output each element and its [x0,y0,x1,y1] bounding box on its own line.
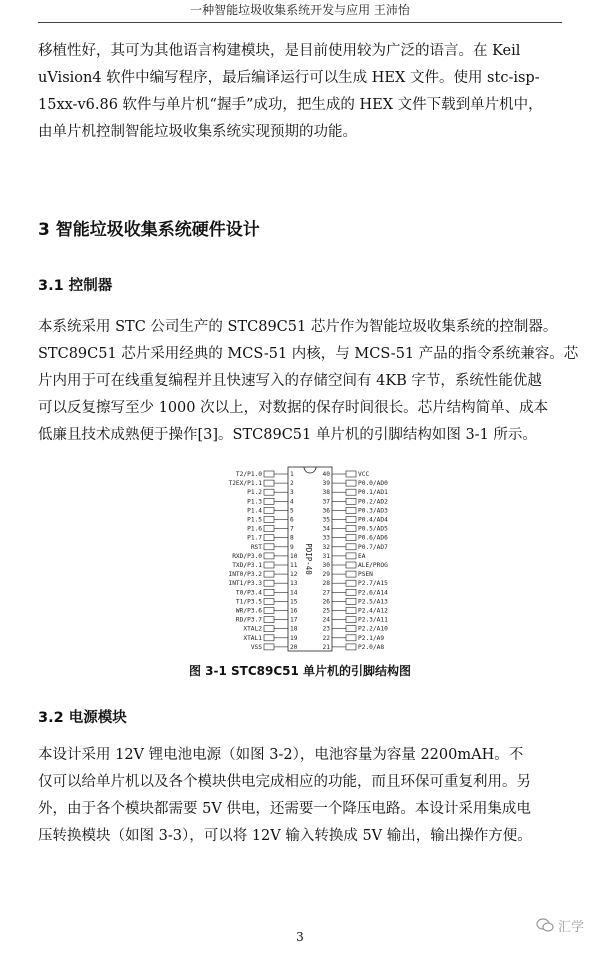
pin-pad [346,598,356,604]
pin-number-label: 29 [322,571,330,579]
pin-pad [264,489,274,495]
pin-number-label: 19 [290,634,298,642]
pin-number-label: 10 [290,552,298,560]
pin-name-label: P1.4 [247,507,262,515]
pin-name-label: XTAL1 [243,634,262,642]
pin-number-label: 16 [290,607,298,615]
pin-pad [346,517,356,523]
pin-name-label: T0/P3.4 [235,589,262,597]
pin-pad [264,589,274,595]
pin-number-label: 24 [322,616,330,624]
text-line: 移植性好，其可为其他语言构建模块，是目前使用较为广泛的语言。在 Keil [38,43,521,59]
pin-pad [264,644,274,650]
pin-name-label: P0.7/AD7 [358,543,388,551]
pin-number-label: 36 [322,507,330,515]
pin-name-label: P0.6/AD6 [358,534,388,542]
running-header [38,0,562,23]
watermark-text: 汇学 [557,919,584,935]
figure-caption: 图 3-1 STC89C51 单片机的引脚结构图 [188,664,412,678]
pin-pad [264,526,274,532]
pin-number-label: 18 [290,625,298,633]
chip-package-label: PDIP-40 [304,543,313,575]
power-paragraph [38,742,568,850]
section-3-2-heading: 3.2 电源模块 [38,710,127,726]
pin-name-label: P0.0/AD0 [358,480,388,488]
pin-number-label: 32 [322,543,330,551]
pin-name-label: P0.5/AD5 [358,525,388,533]
pin-pad [346,617,356,623]
controller-paragraph [38,314,579,449]
pin-pad [264,517,274,523]
pin-name-label: T2/P1.0 [235,471,262,478]
pin-pad [346,471,356,477]
pin-name-label: P2.0/A8 [358,643,385,651]
pin-pad [264,553,274,559]
pin-name-label: P0.4/AD4 [358,516,388,524]
pin-pad [346,644,356,650]
pin-name-label: EA [358,552,366,560]
pin-number-label: 27 [322,589,330,597]
pin-name-label: WR/P3.6 [235,607,262,615]
pin-pad [264,471,274,477]
pin-number-label: 6 [290,516,294,524]
pin-name-label: XTAL2 [243,625,262,633]
section-3-1-heading: 3.1 控制器 [38,278,113,294]
pin-number-label: 37 [322,498,330,506]
pin-number-label: 7 [290,525,294,533]
text-line: 由单片机控制智能垃圾收集系统实现预期的功能。 [38,124,357,140]
pin-number-label: 9 [290,543,294,551]
pin-number-label: 12 [290,571,298,579]
pin-number-label: 30 [322,562,330,569]
pin-name-label: RST [250,543,262,551]
pin-number-label: 13 [290,580,298,588]
pin-number-label: 1 [290,471,294,478]
text-line: 低廉且技术成熟便于操作[3]。STC89C51 单片机的引脚结构如图 3-1 所示。 [38,427,537,443]
pin-number-label: 20 [290,643,298,651]
pin-number-label: 40 [322,471,330,478]
pin-pad [346,489,356,495]
pin-number-label: 5 [290,507,294,515]
pin-number-label: 8 [290,534,294,542]
pin-number-label: 17 [290,616,298,624]
pin-number-label: 23 [322,625,330,633]
pin-pad [346,498,356,504]
pin-pad [346,562,356,568]
pin-pad [346,535,356,541]
pin-number-label: 35 [322,516,330,524]
pin-pad [264,480,274,486]
pin-pad [264,571,274,577]
pin-name-label: TXD/P3.1 [232,562,262,569]
pin-pad [264,626,274,632]
pin-name-label: P1.5 [247,516,262,524]
text-line: 外，由于各个模块都需要 5V 供电，还需要一个降压电路。本设计采用集成电 [38,801,531,817]
pin-number-label: 39 [322,480,330,488]
pin-name-label: VCC [358,471,370,478]
pin-name-label: T1/P3.5 [235,598,262,606]
pin-pad [264,608,274,614]
pin-name-label: P1.7 [247,534,262,542]
pin-number-label: 11 [290,562,298,569]
pin-pad [346,553,356,559]
pin-number-label: 15 [290,598,298,606]
pin-name-label: P2.1/A9 [358,634,385,642]
pinout-diagram [210,464,410,656]
text-line: 本系统采用 STC 公司生产的 STC89C51 芯片作为智能垃圾收集系统的控制器。 [38,319,558,335]
pin-name-label: PSEN [358,571,373,579]
pin-name-label: P0.1/AD1 [358,489,388,497]
pin-number-label: 33 [322,534,330,542]
section-3-heading: 3 智能垃圾收集系统硬件设计 [38,220,260,240]
pin-number-label: 34 [322,525,330,533]
pin-name-label: P1.2 [247,489,262,497]
pin-pad [264,598,274,604]
chip-notch [304,467,316,473]
page-number: 3 [296,930,304,944]
pin-name-label: P2.7/A15 [358,580,388,588]
pin-number-label: 3 [290,489,294,497]
pin-pad [264,617,274,623]
pin-number-label: 31 [322,552,330,560]
pin-pad [346,480,356,486]
pin-pad [264,498,274,504]
pin-name-label: P1.6 [247,525,262,533]
pin-pad [346,571,356,577]
pin-pad [264,580,274,586]
pin-name-label: INT0/P3.2 [228,571,262,579]
pin-pad [346,544,356,550]
pin-number-label: 25 [322,607,330,615]
pin-pad [264,535,274,541]
text-line: 片内用于可在线重复编程并且快速写入的存储空间有 4KB 字节，系统性能优越 [38,373,542,389]
pin-number-label: 28 [322,580,330,588]
pin-name-label: RD/P3.7 [235,616,262,624]
pin-pad [346,507,356,513]
pin-name-label: INT1/P3.3 [228,580,262,588]
pin-name-label: ALE/PROG [358,562,388,569]
pin-pad [264,635,274,641]
text-line: 可以反复擦写至少 1000 次以上，对数据的保存时间很长。芯片结构简单、成本 [38,400,549,416]
pin-name-label: P0.3/AD3 [358,507,388,515]
pin-pad [346,580,356,586]
pin-pad [346,589,356,595]
text-line: uVision4 软件中编写程序，最后编译运行可以生成 HEX 文件。使用 stc-isp- [38,70,540,86]
pin-pad [264,562,274,568]
text-line: STC89C51 芯片采用经典的 MCS-51 内核，与 MCS-51 产品的指令系统兼容。芯 [38,346,579,362]
pin-name-label: P1.3 [247,498,262,506]
pin-name-label: P2.5/A13 [358,598,388,606]
pin-pad [264,544,274,550]
pin-pad [346,608,356,614]
pin-pad [346,626,356,632]
pin-number-label: 14 [290,589,298,597]
pin-name-label: RXD/P3.0 [232,552,262,560]
pin-number-label: 26 [322,598,330,606]
pin-pad [346,526,356,532]
pin-number-label: 22 [322,634,330,642]
pin-name-label: VSS [250,643,262,651]
pin-pad [346,635,356,641]
pin-name-label: T2EX/P1.1 [228,480,262,488]
pin-name-label: P2.6/A14 [358,589,388,597]
header-title: 一种智能垃圾收集系统开发与应用 王沛怡 [190,3,410,17]
pin-name-label: P2.3/A11 [358,616,388,624]
pin-name-label: P0.2/AD2 [358,498,388,506]
text-line: 15xx-v6.86 软件与单片机“握手”成功，把生成的 HEX 文件下载到单片机中， [38,97,543,113]
intro-paragraph [38,38,568,146]
pin-number-label: 2 [290,480,294,488]
pin-number-label: 21 [322,643,330,651]
pin-name-label: P2.2/A10 [358,625,388,633]
text-line: 仅可以给单片机以及各个模块供电完成相应的功能，而且环保可重复利用。另 [38,774,531,790]
pinout-figure [210,464,410,656]
text-line: 本设计采用 12V 锂电池电源（如图 3-2），电池容量为容量 2200mAH。不 [38,747,524,763]
pin-name-label: P2.4/A12 [358,607,388,615]
text-line: 压转换模块（如图 3-3），可以将 12V 输入转换成 5V 输出，输出操作方便。 [38,828,532,844]
pin-number-label: 38 [322,489,330,497]
pin-number-label: 4 [290,498,294,506]
pin-pad [264,507,274,513]
